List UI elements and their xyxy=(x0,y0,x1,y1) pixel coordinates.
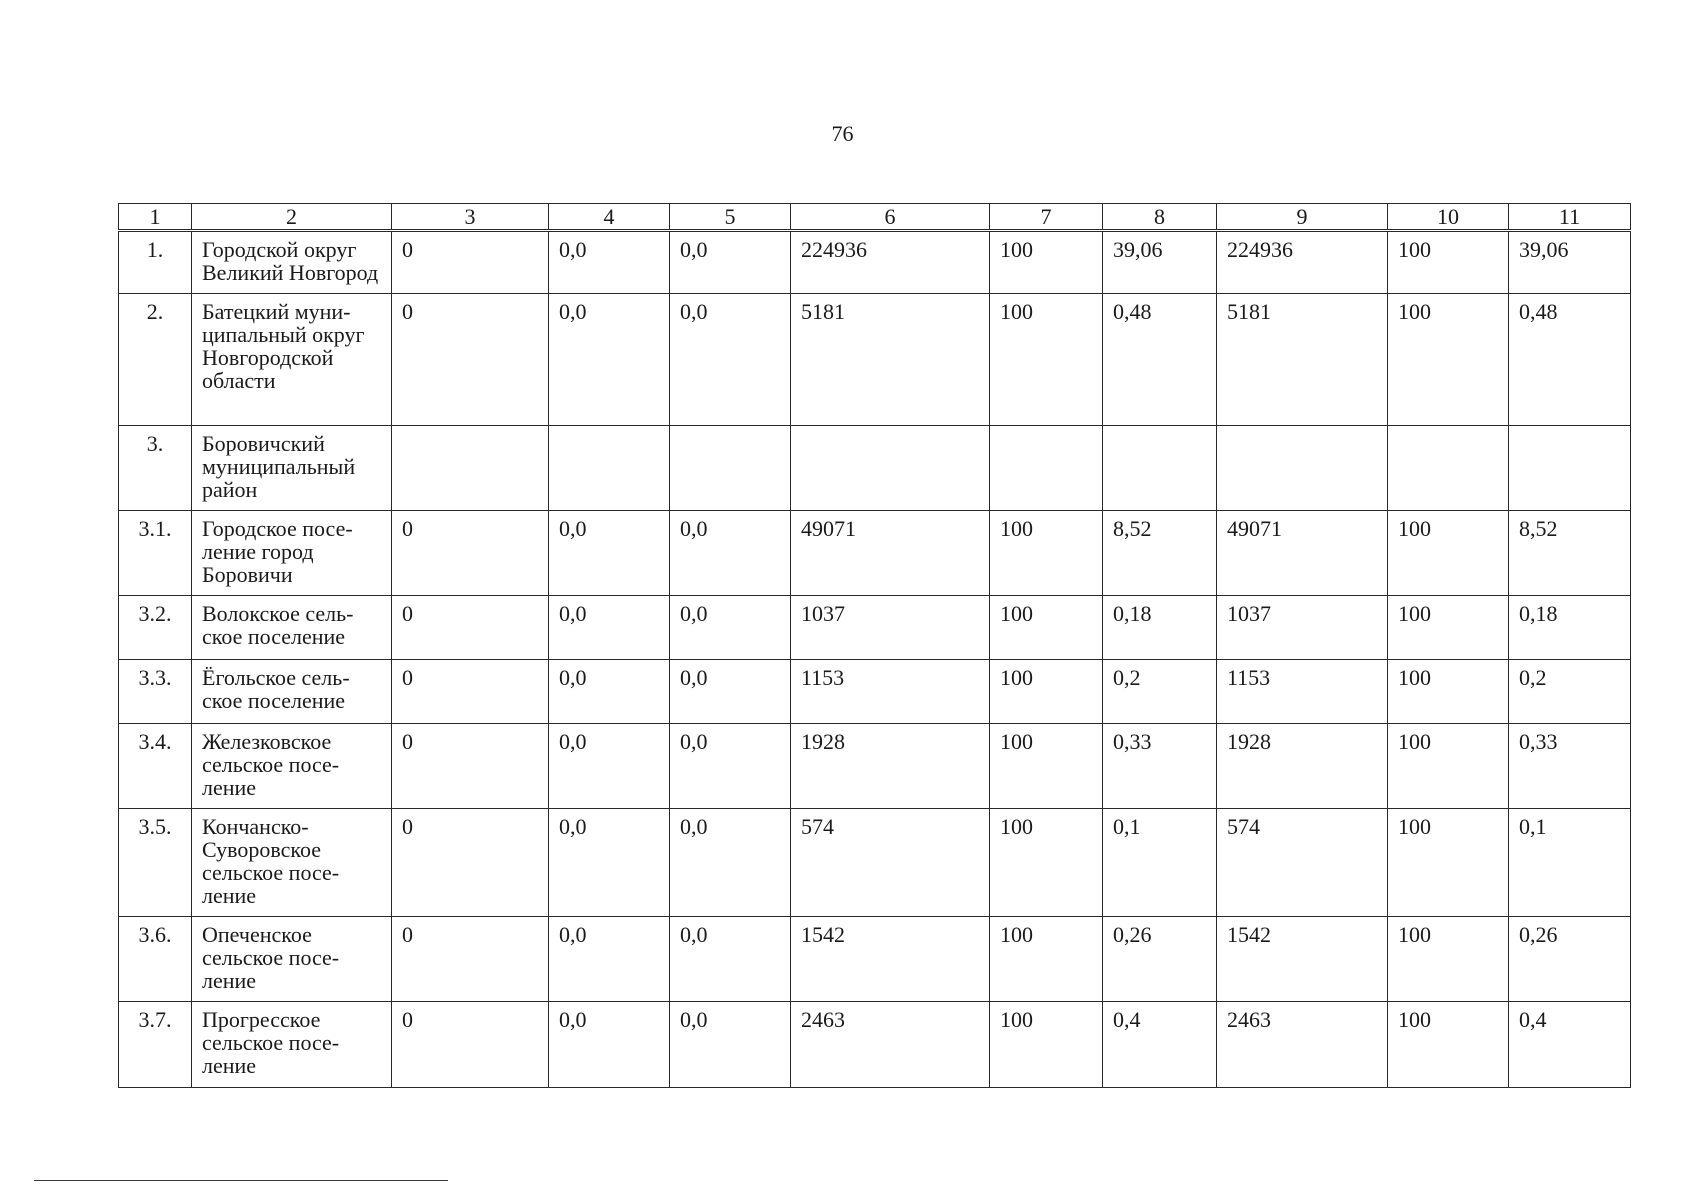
value-cell: 0,18 xyxy=(1103,596,1217,660)
value-cell: 0 xyxy=(392,660,549,724)
footnote-divider xyxy=(34,1180,448,1181)
value-cell: 0,1 xyxy=(1509,809,1631,917)
header-cell: 9 xyxy=(1217,204,1388,231)
value-cell: 224936 xyxy=(1217,231,1388,294)
header-cell: 3 xyxy=(392,204,549,231)
value-cell: 0,0 xyxy=(670,660,791,724)
value-cell: 8,52 xyxy=(1103,511,1217,596)
row-number-cell: 3.2. xyxy=(119,596,192,660)
data-table-container xyxy=(118,203,1630,1088)
value-cell: 2463 xyxy=(791,1002,990,1088)
header-cell: 5 xyxy=(670,204,791,231)
value-cell xyxy=(549,426,670,511)
row-number-cell: 3. xyxy=(119,426,192,511)
value-cell: 100 xyxy=(1388,809,1509,917)
table-row xyxy=(119,660,1631,724)
value-cell xyxy=(1217,426,1388,511)
header-cell: 7 xyxy=(990,204,1103,231)
value-cell: 0 xyxy=(392,511,549,596)
name-cell: Прогресское сельское посе-ление xyxy=(192,1002,392,1088)
name-cell: Волокское сель-ское поселение xyxy=(192,596,392,660)
value-cell: 0,4 xyxy=(1103,1002,1217,1088)
value-cell: 100 xyxy=(990,660,1103,724)
value-cell: 1542 xyxy=(791,917,990,1002)
value-cell: 0,0 xyxy=(549,917,670,1002)
value-cell: 0 xyxy=(392,596,549,660)
value-cell: 100 xyxy=(1388,917,1509,1002)
value-cell: 49071 xyxy=(1217,511,1388,596)
value-cell: 0,1 xyxy=(1103,809,1217,917)
value-cell: 0,0 xyxy=(670,809,791,917)
value-cell: 0,0 xyxy=(670,511,791,596)
value-cell: 0 xyxy=(392,294,549,426)
value-cell: 0,48 xyxy=(1509,294,1631,426)
value-cell: 1542 xyxy=(1217,917,1388,1002)
row-number-cell: 3.3. xyxy=(119,660,192,724)
value-cell: 1037 xyxy=(1217,596,1388,660)
value-cell: 100 xyxy=(1388,724,1509,809)
value-cell: 0 xyxy=(392,231,549,294)
table-row xyxy=(119,511,1631,596)
value-cell: 1153 xyxy=(1217,660,1388,724)
value-cell: 0,33 xyxy=(1509,724,1631,809)
value-cell: 100 xyxy=(990,1002,1103,1088)
name-cell: Боровичский муниципальный район xyxy=(192,426,392,511)
value-cell: 39,06 xyxy=(1509,231,1631,294)
table-row xyxy=(119,426,1631,511)
value-cell: 0,0 xyxy=(549,511,670,596)
value-cell: 100 xyxy=(1388,231,1509,294)
value-cell: 5181 xyxy=(791,294,990,426)
header-cell: 2 xyxy=(192,204,392,231)
value-cell: 0,2 xyxy=(1103,660,1217,724)
table-header xyxy=(119,204,1631,231)
value-cell xyxy=(990,426,1103,511)
header-cell: 4 xyxy=(549,204,670,231)
value-cell xyxy=(392,426,549,511)
value-cell: 0 xyxy=(392,917,549,1002)
value-cell: 0,26 xyxy=(1103,917,1217,1002)
table-row xyxy=(119,917,1631,1002)
header-cell: 1 xyxy=(119,204,192,231)
value-cell: 0,0 xyxy=(670,231,791,294)
value-cell xyxy=(1509,426,1631,511)
table-row xyxy=(119,1002,1631,1088)
value-cell: 100 xyxy=(1388,596,1509,660)
value-cell: 1928 xyxy=(1217,724,1388,809)
value-cell: 0 xyxy=(392,809,549,917)
value-cell: 0,0 xyxy=(549,596,670,660)
value-cell: 0,0 xyxy=(549,809,670,917)
table-row xyxy=(119,809,1631,917)
row-number-cell: 3.4. xyxy=(119,724,192,809)
row-number-cell: 3.1. xyxy=(119,511,192,596)
value-cell: 0,4 xyxy=(1509,1002,1631,1088)
value-cell: 100 xyxy=(990,511,1103,596)
value-cell: 0,0 xyxy=(549,231,670,294)
value-cell: 100 xyxy=(1388,511,1509,596)
name-cell: Опеченское сельское посе-ление xyxy=(192,917,392,1002)
table-row xyxy=(119,294,1631,426)
value-cell: 39,06 xyxy=(1103,231,1217,294)
value-cell: 100 xyxy=(990,724,1103,809)
name-cell: Батецкий муни-ципальный округ Новгородской области xyxy=(192,294,392,426)
table-row xyxy=(119,724,1631,809)
header-row xyxy=(119,204,1631,231)
row-number-cell: 3.6. xyxy=(119,917,192,1002)
value-cell: 0,2 xyxy=(1509,660,1631,724)
header-cell: 11 xyxy=(1509,204,1631,231)
value-cell xyxy=(1103,426,1217,511)
value-cell: 100 xyxy=(1388,294,1509,426)
value-cell: 100 xyxy=(1388,1002,1509,1088)
value-cell: 100 xyxy=(990,917,1103,1002)
value-cell xyxy=(1388,426,1509,511)
value-cell: 100 xyxy=(990,294,1103,426)
row-number-cell: 3.5. xyxy=(119,809,192,917)
value-cell: 0,48 xyxy=(1103,294,1217,426)
value-cell: 0,33 xyxy=(1103,724,1217,809)
row-number-cell: 2. xyxy=(119,294,192,426)
value-cell: 0,0 xyxy=(549,660,670,724)
value-cell: 8,52 xyxy=(1509,511,1631,596)
value-cell: 0 xyxy=(392,724,549,809)
row-number-cell: 1. xyxy=(119,231,192,294)
name-cell: Городской округ Великий Новгород xyxy=(192,231,392,294)
value-cell: 0,0 xyxy=(549,294,670,426)
data-table xyxy=(118,203,1631,1088)
value-cell: 0,0 xyxy=(670,596,791,660)
table-row xyxy=(119,231,1631,294)
name-cell: Ёгольское сель-ское поселение xyxy=(192,660,392,724)
row-number-cell: 3.7. xyxy=(119,1002,192,1088)
header-cell: 6 xyxy=(791,204,990,231)
name-cell: Городское посе-ление город Боровичи xyxy=(192,511,392,596)
value-cell: 100 xyxy=(1388,660,1509,724)
value-cell: 1037 xyxy=(791,596,990,660)
value-cell: 0,26 xyxy=(1509,917,1631,1002)
value-cell: 1153 xyxy=(791,660,990,724)
value-cell: 0,0 xyxy=(670,724,791,809)
value-cell: 0,0 xyxy=(670,294,791,426)
name-cell: Кончанско-Суворовское сельское посе-ление xyxy=(192,809,392,917)
value-cell xyxy=(791,426,990,511)
value-cell: 224936 xyxy=(791,231,990,294)
value-cell: 0 xyxy=(392,1002,549,1088)
value-cell xyxy=(670,426,791,511)
header-cell: 10 xyxy=(1388,204,1509,231)
value-cell: 574 xyxy=(1217,809,1388,917)
value-cell: 0,0 xyxy=(549,1002,670,1088)
value-cell: 100 xyxy=(990,809,1103,917)
value-cell: 5181 xyxy=(1217,294,1388,426)
name-cell: Железковское сельское посе-ление xyxy=(192,724,392,809)
value-cell: 0,0 xyxy=(670,1002,791,1088)
value-cell: 574 xyxy=(791,809,990,917)
value-cell: 0,0 xyxy=(549,724,670,809)
table-body xyxy=(119,231,1631,1088)
value-cell: 100 xyxy=(990,596,1103,660)
value-cell: 0,0 xyxy=(670,917,791,1002)
value-cell: 1928 xyxy=(791,724,990,809)
value-cell: 2463 xyxy=(1217,1002,1388,1088)
page-number: 76 xyxy=(831,121,854,146)
value-cell: 100 xyxy=(990,231,1103,294)
value-cell: 49071 xyxy=(791,511,990,596)
header-cell: 8 xyxy=(1103,204,1217,231)
table-row xyxy=(119,596,1631,660)
value-cell: 0,18 xyxy=(1509,596,1631,660)
